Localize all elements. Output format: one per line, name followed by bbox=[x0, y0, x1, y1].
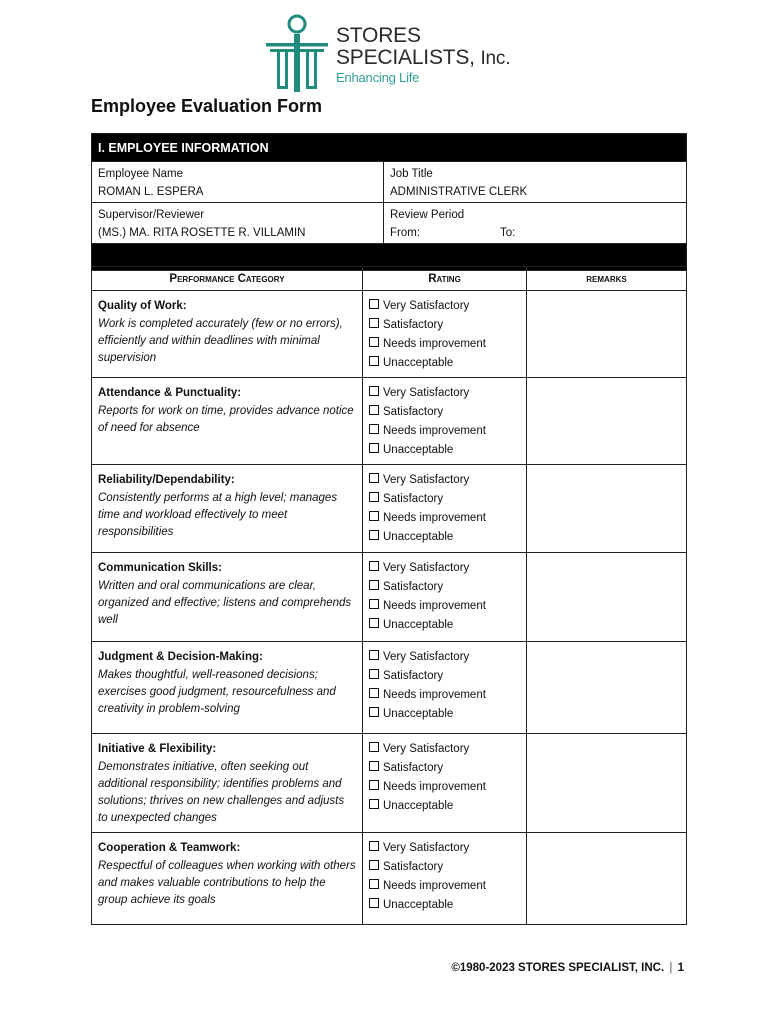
company-inc: Inc. bbox=[480, 48, 511, 69]
employee-name-cell[interactable] bbox=[92, 162, 384, 203]
rating-option-label: Satisfactory bbox=[383, 581, 444, 593]
checkbox-icon[interactable] bbox=[369, 707, 379, 717]
rating-option[interactable] bbox=[369, 578, 520, 597]
rating-option-label: Needs improvement bbox=[383, 338, 486, 350]
col-header-remarks: remarks bbox=[527, 267, 687, 291]
rating-option[interactable] bbox=[369, 597, 520, 616]
category-title: Reliability/Dependability: bbox=[98, 474, 235, 486]
review-period-range bbox=[390, 224, 680, 242]
rating-option-label: Needs improvement bbox=[383, 512, 486, 524]
stores-specialists-logo-icon bbox=[264, 14, 330, 94]
category-description: Work is completed accurately (few or no errors), efficiently and within deadlines with minimal supervision bbox=[98, 318, 343, 364]
company-logo bbox=[264, 14, 514, 94]
checkbox-icon[interactable] bbox=[369, 424, 379, 434]
rating-option-label: Needs improvement bbox=[383, 689, 486, 701]
rating-cell bbox=[363, 465, 527, 553]
page-footer bbox=[451, 962, 684, 974]
rating-option-label: Very Satisfactory bbox=[383, 743, 470, 755]
checkbox-icon[interactable] bbox=[369, 299, 379, 309]
rating-option[interactable] bbox=[369, 509, 520, 528]
rating-cell bbox=[363, 553, 527, 642]
rating-option[interactable] bbox=[369, 490, 520, 509]
rating-option[interactable] bbox=[369, 705, 520, 724]
evaluation-row bbox=[92, 734, 687, 833]
category-title: Communication Skills: bbox=[98, 562, 222, 574]
remarks-cell[interactable] bbox=[527, 378, 687, 465]
job-title-cell[interactable] bbox=[384, 162, 687, 203]
rating-option-label: Very Satisfactory bbox=[383, 387, 470, 399]
checkbox-icon[interactable] bbox=[369, 492, 379, 502]
rating-option[interactable] bbox=[369, 648, 520, 667]
checkbox-icon[interactable] bbox=[369, 860, 379, 870]
form-title: Employee Evaluation Form bbox=[91, 96, 323, 116]
rating-option-label: Unacceptable bbox=[383, 619, 454, 631]
checkbox-icon[interactable] bbox=[369, 688, 379, 698]
evaluation-row bbox=[92, 553, 687, 642]
rating-option[interactable] bbox=[369, 667, 520, 686]
category-title: Attendance & Punctuality: bbox=[98, 387, 242, 399]
checkbox-icon[interactable] bbox=[369, 761, 379, 771]
rating-option-label: Very Satisfactory bbox=[383, 300, 470, 312]
rating-option[interactable] bbox=[369, 384, 520, 403]
review-period-from-label: From: bbox=[390, 227, 421, 239]
category-description: Demonstrates initiative, often seeking out additional responsibility; identifies problems and solutions; thrives on new challenges and adjusts to unexpected changes bbox=[98, 761, 345, 824]
employee-name-label: Employee Name bbox=[98, 168, 184, 180]
remarks-cell[interactable] bbox=[527, 642, 687, 734]
rating-option-label: Satisfactory bbox=[383, 406, 444, 418]
category-description: Written and oral communications are clear, organized and effective; listens and comprehends well bbox=[98, 580, 352, 626]
rating-option-label: Unacceptable bbox=[383, 708, 454, 720]
rating-cell bbox=[363, 734, 527, 833]
category-description: Respectful of colleagues when working with others and makes valuable contributions to help the group achieve its goals bbox=[98, 860, 356, 906]
checkbox-icon[interactable] bbox=[369, 742, 379, 752]
review-period-to-label: To: bbox=[500, 227, 516, 239]
rating-option[interactable] bbox=[369, 896, 520, 915]
category-cell bbox=[92, 378, 363, 465]
rating-option[interactable] bbox=[369, 354, 520, 373]
rating-option[interactable] bbox=[369, 316, 520, 335]
rating-option-label: Unacceptable bbox=[383, 444, 454, 456]
rating-option-label: Very Satisfactory bbox=[383, 562, 470, 574]
category-description: Reports for work on time, provides advance notice of need for absence bbox=[98, 405, 354, 434]
rating-option[interactable] bbox=[369, 797, 520, 816]
footer-separator: | bbox=[669, 962, 673, 974]
remarks-cell[interactable] bbox=[527, 553, 687, 642]
category-title: Judgment & Decision-Making: bbox=[98, 651, 263, 663]
job-title-value: ADMINISTRATIVE CLERK bbox=[390, 186, 528, 198]
rating-option[interactable] bbox=[369, 877, 520, 896]
category-cell bbox=[92, 465, 363, 553]
checkbox-icon[interactable] bbox=[369, 386, 379, 396]
supervisor-cell[interactable] bbox=[92, 203, 384, 244]
employee-info-table bbox=[91, 133, 687, 271]
rating-option[interactable] bbox=[369, 471, 520, 490]
rating-option-label: Very Satisfactory bbox=[383, 474, 470, 486]
rating-option-label: Needs improvement bbox=[383, 781, 486, 793]
rating-option-label: Satisfactory bbox=[383, 319, 444, 331]
remarks-cell[interactable] bbox=[527, 734, 687, 833]
category-description: Makes thoughtful, well-reasoned decisions; exercises good judgment, resourcefulness and creativity in problem-solving bbox=[98, 669, 336, 715]
checkbox-icon[interactable] bbox=[369, 669, 379, 679]
checkbox-icon[interactable] bbox=[369, 443, 379, 453]
rating-option[interactable] bbox=[369, 740, 520, 759]
rating-option[interactable] bbox=[369, 686, 520, 705]
checkbox-icon[interactable] bbox=[369, 650, 379, 660]
evaluation-table bbox=[91, 266, 687, 925]
rating-option[interactable] bbox=[369, 528, 520, 547]
checkbox-icon[interactable] bbox=[369, 780, 379, 790]
category-cell bbox=[92, 291, 363, 378]
evaluation-row bbox=[92, 833, 687, 925]
rating-option-label: Unacceptable bbox=[383, 800, 454, 812]
rating-option[interactable] bbox=[369, 858, 520, 877]
category-cell bbox=[92, 833, 363, 925]
evaluation-row bbox=[92, 291, 687, 378]
checkbox-icon[interactable] bbox=[369, 473, 379, 483]
rating-option-label: Satisfactory bbox=[383, 762, 444, 774]
rating-option[interactable] bbox=[369, 422, 520, 441]
category-description: Consistently performs at a high level; manages time and workload effectively to meet responsibilities bbox=[98, 492, 338, 538]
supervisor-label: Supervisor/Reviewer bbox=[98, 209, 205, 221]
evaluation-row bbox=[92, 642, 687, 734]
evaluation-row bbox=[92, 465, 687, 553]
company-name bbox=[336, 25, 510, 70]
rating-option-label: Unacceptable bbox=[383, 899, 454, 911]
rating-option[interactable] bbox=[369, 559, 520, 578]
checkbox-icon[interactable] bbox=[369, 561, 379, 571]
rating-option[interactable] bbox=[369, 403, 520, 422]
rating-option-label: Satisfactory bbox=[383, 861, 444, 873]
category-cell bbox=[92, 642, 363, 734]
copyright-text: ©1980-2023 STORES SPECIALIST, INC. bbox=[451, 962, 665, 974]
col-header-category: Performance Category bbox=[92, 267, 363, 291]
employee-name-value: ROMAN L. ESPERA bbox=[98, 186, 204, 198]
checkbox-icon[interactable] bbox=[369, 580, 379, 590]
checkbox-icon[interactable] bbox=[369, 511, 379, 521]
category-title: Cooperation & Teamwork: bbox=[98, 842, 241, 854]
rating-option-label: Needs improvement bbox=[383, 425, 486, 437]
checkbox-icon[interactable] bbox=[369, 799, 379, 809]
rating-cell bbox=[363, 642, 527, 734]
checkbox-icon[interactable] bbox=[369, 599, 379, 609]
category-title: Initiative & Flexibility: bbox=[98, 743, 217, 755]
rating-option-label: Satisfactory bbox=[383, 670, 444, 682]
checkbox-icon[interactable] bbox=[369, 841, 379, 851]
checkbox-icon[interactable] bbox=[369, 405, 379, 415]
category-cell bbox=[92, 553, 363, 642]
rating-option-label: Unacceptable bbox=[383, 357, 454, 369]
company-line1: STORES bbox=[336, 24, 421, 47]
checkbox-icon[interactable] bbox=[369, 530, 379, 540]
rating-cell bbox=[363, 291, 527, 378]
review-period-cell[interactable] bbox=[384, 203, 687, 244]
rating-option-label: Needs improvement bbox=[383, 880, 486, 892]
rating-option-label: Very Satisfactory bbox=[383, 842, 470, 854]
checkbox-icon[interactable] bbox=[369, 898, 379, 908]
rating-cell bbox=[363, 378, 527, 465]
category-title: Quality of Work: bbox=[98, 300, 187, 312]
checkbox-icon[interactable] bbox=[369, 318, 379, 328]
rating-option[interactable] bbox=[369, 759, 520, 778]
checkbox-icon[interactable] bbox=[369, 879, 379, 889]
rating-option[interactable] bbox=[369, 778, 520, 797]
rating-option-label: Very Satisfactory bbox=[383, 651, 470, 663]
page-number: 1 bbox=[677, 962, 684, 974]
rating-option[interactable] bbox=[369, 297, 520, 316]
employee-info-section-title: I. EMPLOYEE INFORMATION bbox=[92, 134, 687, 162]
rating-option[interactable] bbox=[369, 441, 520, 460]
rating-option-label: Unacceptable bbox=[383, 531, 454, 543]
rating-option[interactable] bbox=[369, 335, 520, 354]
supervisor-value: (MS.) MA. RITA ROSETTE R. VILLAMIN bbox=[98, 227, 306, 239]
rating-option-label: Needs improvement bbox=[383, 600, 486, 612]
col-header-rating: Rating bbox=[363, 267, 527, 291]
checkbox-icon[interactable] bbox=[369, 618, 379, 628]
remarks-cell[interactable] bbox=[527, 291, 687, 378]
company-tagline: Enhancing Life bbox=[336, 70, 420, 85]
rating-cell bbox=[363, 833, 527, 925]
evaluation-row bbox=[92, 378, 687, 465]
checkbox-icon[interactable] bbox=[369, 356, 379, 366]
checkbox-icon[interactable] bbox=[369, 337, 379, 347]
remarks-cell[interactable] bbox=[527, 465, 687, 553]
rating-option-label: Satisfactory bbox=[383, 493, 444, 505]
category-cell bbox=[92, 734, 363, 833]
rating-option[interactable] bbox=[369, 839, 520, 858]
rating-option[interactable] bbox=[369, 616, 520, 635]
review-period-label: Review Period bbox=[390, 209, 465, 221]
company-line2: SPECIALISTS, bbox=[336, 46, 475, 69]
job-title-label: Job Title bbox=[390, 168, 433, 180]
remarks-cell[interactable] bbox=[527, 833, 687, 925]
